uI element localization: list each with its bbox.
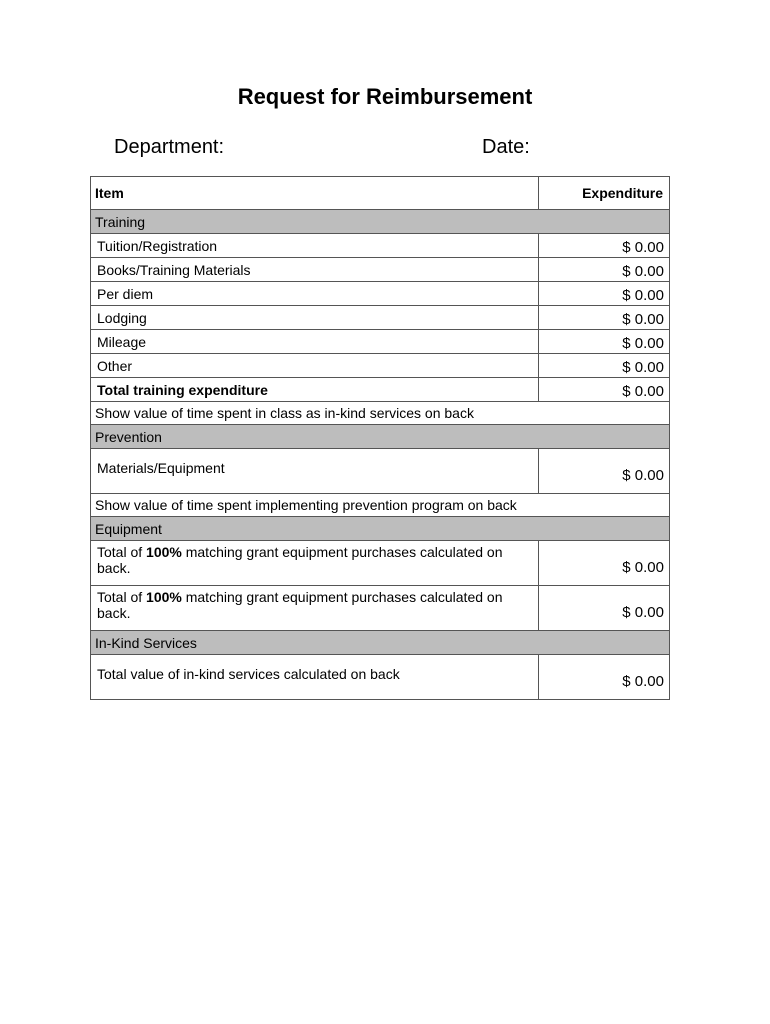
section-title: In-Kind Services bbox=[91, 631, 670, 655]
date-label: Date: bbox=[482, 136, 530, 158]
department-label: Department: bbox=[114, 136, 225, 158]
section-title: Training bbox=[91, 210, 670, 234]
row-value[interactable]: $ 0.00 bbox=[539, 354, 670, 378]
header-item: Item bbox=[91, 177, 539, 210]
label-prefix: Total of bbox=[97, 544, 147, 560]
row-value[interactable]: $ 0.00 bbox=[539, 541, 670, 586]
table-row bbox=[91, 655, 670, 700]
row-label: Per diem bbox=[91, 282, 539, 306]
row-label: Mileage bbox=[91, 330, 539, 354]
table-row bbox=[91, 258, 670, 282]
row-label bbox=[91, 541, 539, 586]
section-title: Equipment bbox=[91, 517, 670, 541]
prevention-note-row bbox=[91, 494, 670, 517]
section-title: Prevention bbox=[91, 425, 670, 449]
training-total-value[interactable]: $ 0.00 bbox=[539, 378, 670, 402]
row-value[interactable]: $ 0.00 bbox=[539, 282, 670, 306]
row-label bbox=[91, 586, 539, 631]
training-note-row bbox=[91, 402, 670, 425]
row-value[interactable]: $ 0.00 bbox=[539, 234, 670, 258]
section-equipment bbox=[91, 517, 670, 541]
table-row bbox=[91, 282, 670, 306]
table-row bbox=[91, 449, 670, 494]
row-label: Books/Training Materials bbox=[91, 258, 539, 282]
header-expenditure: Expenditure bbox=[539, 177, 670, 210]
table-header-row bbox=[91, 177, 670, 210]
table-row bbox=[91, 234, 670, 258]
row-label: Total value of in-kind services calculated on back bbox=[91, 655, 539, 700]
row-value[interactable]: $ 0.00 bbox=[539, 258, 670, 282]
table-row bbox=[91, 541, 670, 586]
training-note: Show value of time spent in class as in-kind services on back bbox=[91, 402, 670, 425]
table-row bbox=[91, 586, 670, 631]
training-total-label: Total training expenditure bbox=[91, 378, 539, 402]
reimbursement-table bbox=[90, 176, 670, 700]
table-row bbox=[91, 354, 670, 378]
label-bold: 100% bbox=[146, 544, 182, 560]
row-value[interactable]: $ 0.00 bbox=[539, 655, 670, 700]
row-label: Materials/Equipment bbox=[91, 449, 539, 494]
row-value[interactable]: $ 0.00 bbox=[539, 586, 670, 631]
document-title: Request for Reimbursement bbox=[237, 84, 533, 109]
label-prefix: Total of bbox=[97, 589, 147, 605]
row-label: Lodging bbox=[91, 306, 539, 330]
training-total-row bbox=[91, 378, 670, 402]
section-prevention bbox=[91, 425, 670, 449]
row-value[interactable]: $ 0.00 bbox=[539, 330, 670, 354]
prevention-note: Show value of time spent implementing prevention program on back bbox=[91, 494, 670, 517]
section-inkind bbox=[91, 631, 670, 655]
row-label: Tuition/Registration bbox=[91, 234, 539, 258]
row-value[interactable]: $ 0.00 bbox=[539, 306, 670, 330]
label-suffix: matching grant equipment purchases calculated on back. bbox=[97, 544, 503, 576]
table-row bbox=[91, 306, 670, 330]
section-training bbox=[91, 210, 670, 234]
row-label: Other bbox=[91, 354, 539, 378]
label-bold: 100% bbox=[146, 589, 182, 605]
table-row bbox=[91, 330, 670, 354]
row-value[interactable]: $ 0.00 bbox=[539, 449, 670, 494]
label-suffix: matching grant equipment purchases calculated on back. bbox=[97, 589, 503, 621]
